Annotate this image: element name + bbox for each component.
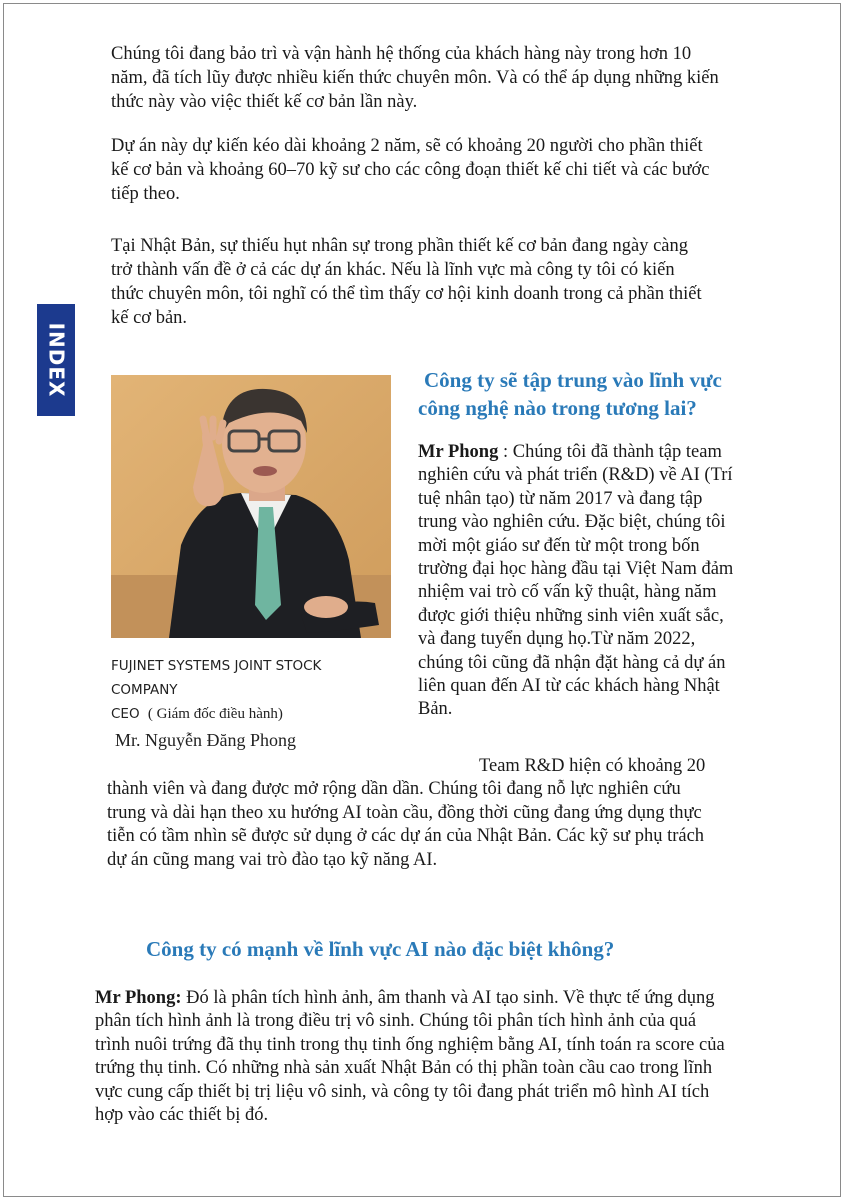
text-line: phân tích hình ảnh là trong điều trị vô sinh. Chúng tôi phân tích hình ảnh của quá (95, 1011, 697, 1032)
text-line: liên quan đến AI từ các khách hàng Nhật (418, 676, 720, 697)
rd-paragraph (107, 755, 705, 872)
ceo-portrait-photo (111, 375, 391, 638)
intro-paragraph-3 (111, 234, 702, 330)
text-line: trình nuôi trứng đã thụ tinh trong thụ tinh ống nghiệm bằng AI, tính toán ra score của (95, 1034, 725, 1055)
heading-line: công nghệ nào trong tương lai? (418, 396, 697, 420)
text-line: trở thành vấn đề ở cả các dự án khác. Nếu là lĩnh vực mà công ty tôi có kiến (111, 260, 675, 280)
caption-company (111, 658, 321, 674)
text-line: nghiên cứu và phát triển (R&D) về AI (Trí (418, 465, 733, 486)
text-line: tiếp theo. (111, 184, 180, 204)
text-line: trứng thụ tinh. Có những nhà sản xuất Nhật Bản có thị phần toàn cầu cao trong lĩnh (95, 1058, 713, 1079)
text-line: Tại Nhật Bản, sự thiếu hụt nhân sự trong phần thiết kế cơ bản đang ngày càng (111, 236, 688, 256)
text-line: tiễn có tầm nhìn sẽ được sử dụng ở các dự án của Nhật Bản. Các kỹ sư phụ trách (107, 826, 705, 847)
index-tab[interactable] (37, 304, 75, 416)
text-fragment: Đó là phân tích hình ảnh, âm thanh và AI tạo sinh. Về thực tế ứng dụng (181, 988, 715, 1008)
text-line: trường đại học hàng đầu tại Việt Nam đảm (418, 559, 734, 580)
speaker-name: Mr Phong (418, 442, 499, 462)
text-line: mời một giáo sư đến từ một trong bốn (418, 535, 700, 556)
text-line: kế cơ bản và khoảng 60–70 kỹ sư cho các công đoạn thiết kế chi tiết và các bước (111, 160, 710, 180)
text-line: chúng tôi cũng đã nhận đặt hàng cả dự án (418, 652, 726, 673)
question-heading-1 (418, 366, 722, 422)
caption-role-vn: ( Giám đốc điều hành) (147, 706, 283, 722)
text-line: thức chuyên môn, tôi nghĩ có thể tìm thấy cơ hội kinh doanh trong cả phần thiết (111, 284, 702, 304)
intro-paragraph-1 (111, 42, 719, 114)
text-line: tuệ nhân tạo) từ năm 2017 và đang tập (418, 488, 703, 509)
caption-role-en: CEO (111, 706, 140, 722)
text-line: dự án cũng mang vai trò đào tạo kỹ năng AI. (107, 849, 438, 870)
text-line: năm, đã tích lũy được nhiều kiến thức chuyên môn. Và có thể áp dụng những kiến (111, 68, 719, 88)
caption-company-line: COMPANY (111, 682, 178, 698)
answer-paragraph-2 (95, 987, 725, 1127)
caption-person-name: Mr. Nguyễn Đăng Phong (115, 730, 296, 750)
text-line: trung vào nghiên cứu. Đặc biệt, chúng tôi (418, 512, 726, 533)
text-line: nhiệm vai trò cố vấn kỹ thuật, hàng năm (418, 582, 717, 603)
answer-paragraph-1 (418, 441, 733, 722)
text-line: thành viên và đang được mở rộng dần dần. Chúng tôi đang nỗ lực nghiên cứu (107, 779, 681, 800)
answer-first-line (418, 441, 733, 464)
caption-role (111, 706, 283, 723)
text-line: Chúng tôi đang bảo trì và vận hành hệ thống của khách hàng này trong hơn 10 (111, 44, 692, 64)
text-line: Team R&D hiện có khoảng 20 (479, 756, 706, 776)
text-line: trung và dài hạn theo xu hướng AI toàn cầu, đồng thời cũng đang ứng dụng thực (107, 802, 702, 823)
text-line: Bản. (418, 699, 453, 720)
caption-company-line: FUJINET SYSTEMS JOINT STOCK (111, 658, 322, 674)
index-tab-label: INDEX (44, 322, 68, 398)
text-line: kế cơ bản. (111, 308, 188, 328)
text-fragment: : Chúng tôi đã thành tập team (498, 442, 722, 462)
text-line: thức này vào việc thiết kế cơ bản lần này. (111, 92, 418, 112)
question-heading-2: Công ty có mạnh về lĩnh vực AI nào đặc biệt không? (146, 937, 615, 961)
text-line: được giới thiệu những sinh viên xuất sắc, (418, 605, 724, 626)
speaker-name: Mr Phong: (95, 988, 182, 1008)
text-line: hợp vào các thiết bị đó. (95, 1105, 269, 1126)
intro-paragraph-2 (111, 134, 710, 206)
heading-line: Công ty sẽ tập trung vào lĩnh vực (424, 368, 722, 392)
text-line: vực cung cấp thiết bị trị liệu vô sinh, và công ty tôi đang phát triển mô hình AI tích (95, 1081, 710, 1102)
caption-company-2 (111, 682, 178, 698)
text-line: Dự án này dự kiến kéo dài khoảng 2 năm, sẽ có khoảng 20 người cho phần thiết (111, 136, 703, 156)
text-line: và đang tuyển dụng họ.Từ năm 2022, (418, 629, 696, 650)
answer-first-line (95, 987, 725, 1010)
